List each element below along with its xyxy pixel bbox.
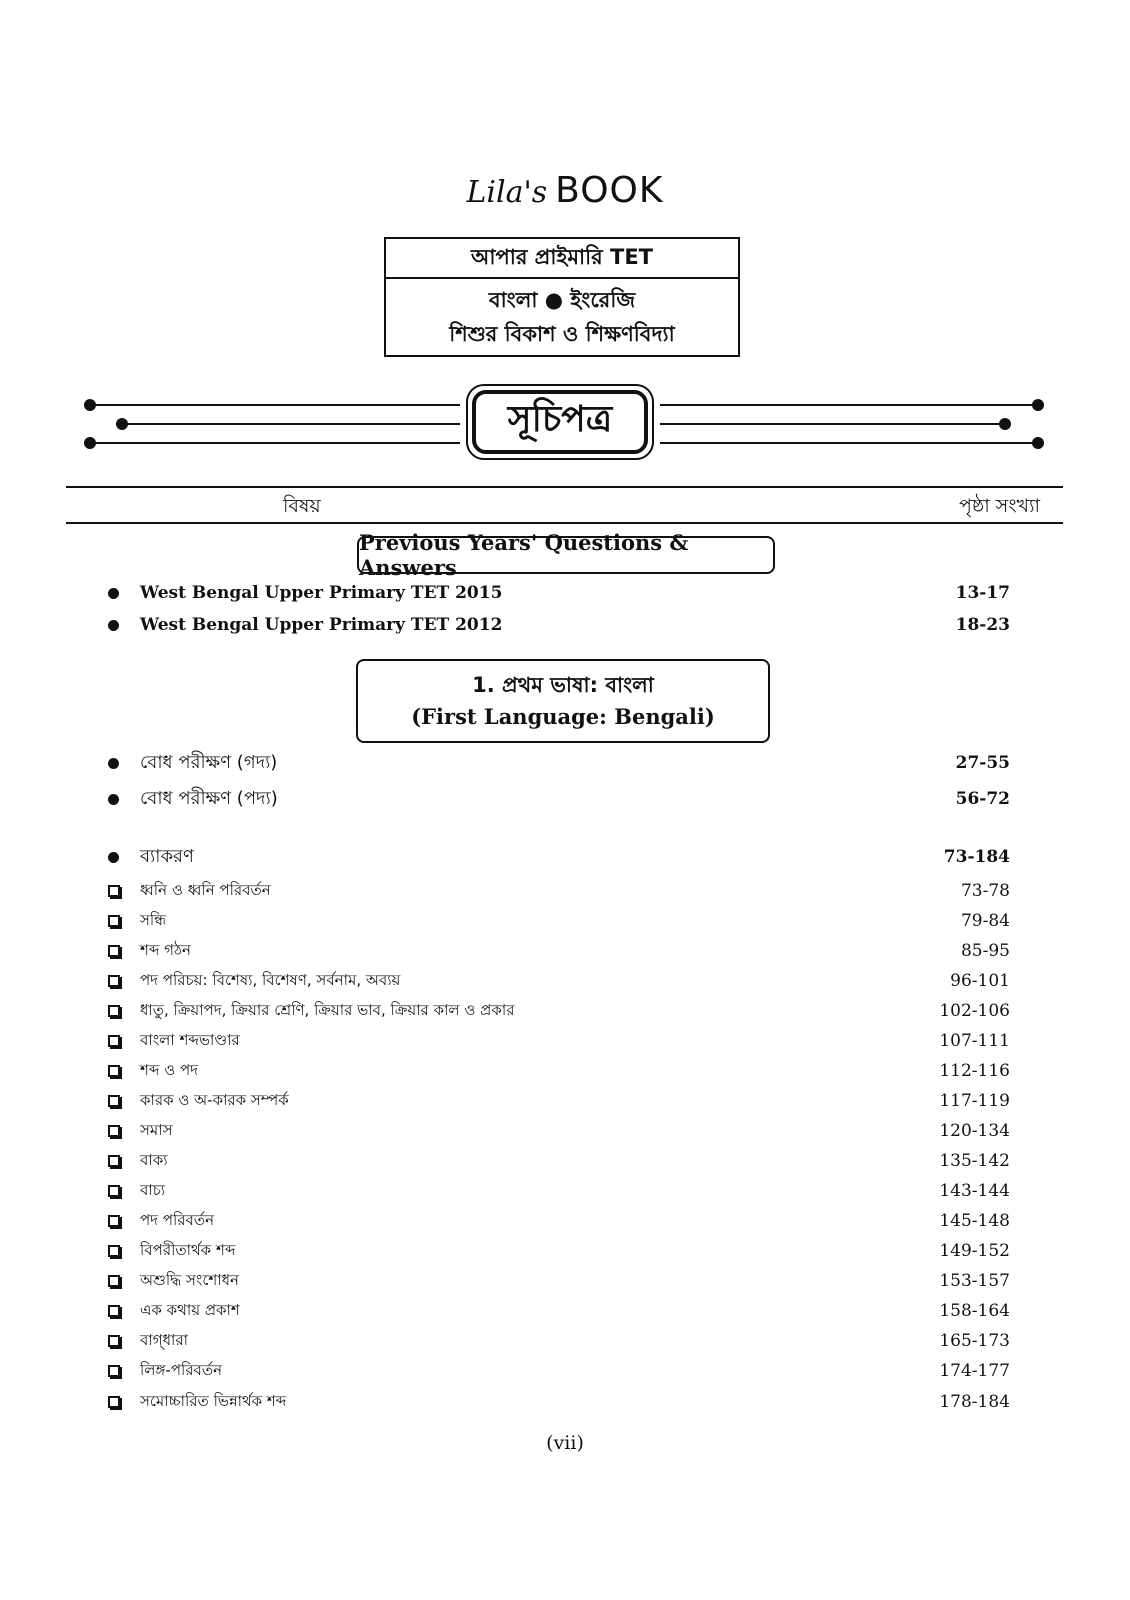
list-item[interactable]	[108, 1358, 1010, 1384]
brand-logo	[0, 170, 1130, 211]
item-pages: 165-173	[939, 1331, 1010, 1351]
checkbox-icon	[108, 1155, 120, 1167]
section-title-bn: 1. প্রথম ভাষা: বাংলা	[472, 673, 654, 697]
item-pages: 73-184	[943, 847, 1010, 867]
list-item[interactable]	[108, 749, 1010, 777]
item-label: বাক্য	[140, 1150, 168, 1169]
section-title-en: (First Language: Bengali)	[411, 704, 715, 729]
item-label: এক কথায় প্রকাশ	[140, 1300, 240, 1319]
item-label: শব্দ গঠন	[140, 940, 191, 959]
item-label: বিপরীতার্থক শব্দ	[140, 1240, 236, 1259]
list-item[interactable]	[108, 1268, 1010, 1294]
item-label: সমাস	[140, 1120, 173, 1139]
item-label: সমোচ্চারিত ভিন্নার্থক শব্দ	[140, 1391, 287, 1410]
checkbox-icon	[108, 1215, 120, 1227]
title-subjects	[386, 279, 738, 351]
item-label: শব্দ ও পদ	[140, 1060, 199, 1079]
checkbox-icon	[108, 1065, 120, 1077]
checkbox-icon	[108, 1035, 120, 1047]
item-label: পদ পরিবর্তন	[140, 1210, 215, 1229]
item-pages: 120-134	[939, 1121, 1010, 1141]
checkbox-icon	[108, 1275, 120, 1287]
item-pages: 158-164	[939, 1301, 1010, 1321]
item-label: বাচ্য	[140, 1180, 166, 1199]
bullet-icon	[108, 620, 119, 631]
item-pages: 18-23	[955, 615, 1010, 635]
item-label: ধ্বনি ও ধ্বনি পরিবর্তন	[140, 880, 271, 899]
contents-heading: সূচিপত্র	[472, 390, 648, 454]
checkbox-icon	[108, 1396, 120, 1408]
checkbox-icon	[108, 1245, 120, 1257]
item-label: West Bengal Upper Primary TET 2015	[140, 583, 503, 603]
checkbox-icon	[108, 885, 120, 897]
item-pages: 143-144	[939, 1181, 1010, 1201]
item-pages: 73-78	[960, 881, 1010, 901]
item-label: পদ পরিচয়: বিশেষ্য, বিশেষণ, সর্বনাম, অব্যয়	[140, 970, 401, 989]
list-item[interactable]	[108, 1028, 1010, 1054]
list-item[interactable]	[108, 1178, 1010, 1204]
list-item[interactable]	[108, 1389, 1010, 1415]
list-item[interactable]	[108, 998, 1010, 1024]
list-item[interactable]	[108, 1328, 1010, 1354]
checkbox-icon	[108, 1185, 120, 1197]
list-item[interactable]	[108, 1148, 1010, 1174]
title-line-1: বাংলা ● ইংরেজি	[488, 288, 636, 312]
list-item[interactable]	[108, 968, 1010, 994]
list-item[interactable]	[108, 1208, 1010, 1234]
bullet-icon	[108, 758, 119, 769]
title-box	[384, 237, 740, 357]
item-pages: 178-184	[939, 1392, 1010, 1412]
list-item[interactable]	[108, 1298, 1010, 1324]
title-top: আপার প্রাইমারি TET	[386, 239, 738, 279]
item-label: বোধ পরীক্ষণ (পদ্য)	[140, 787, 278, 809]
checkbox-icon	[108, 975, 120, 987]
item-pages: 85-95	[960, 941, 1010, 961]
section-title-language	[356, 659, 770, 743]
checkbox-icon	[108, 1125, 120, 1137]
item-pages: 174-177	[939, 1361, 1010, 1381]
item-label: বোধ পরীক্ষণ (গদ্য)	[140, 751, 278, 773]
item-label: বাংলা শব্দভাণ্ডার	[140, 1030, 240, 1049]
item-pages: 145-148	[939, 1211, 1010, 1231]
checkbox-icon	[108, 1005, 120, 1017]
item-label: বাগ্‌ধারা	[140, 1330, 188, 1349]
checkbox-icon	[108, 945, 120, 957]
item-label: সন্ধি	[140, 910, 167, 929]
item-pages: 56-72	[955, 789, 1010, 809]
list-item[interactable]	[108, 878, 1010, 904]
title-line-2: শিশুর বিকাশ ও শিক্ষণবিদ্যা	[449, 322, 675, 346]
checkbox-icon	[108, 915, 120, 927]
contents-badge	[466, 384, 654, 460]
list-item[interactable]	[108, 1118, 1010, 1144]
checkbox-icon	[108, 1095, 120, 1107]
brand-book: BOOK	[555, 170, 664, 211]
list-item[interactable]	[108, 612, 1010, 638]
item-label: ব্যাকরণ	[140, 845, 194, 867]
item-pages: 135-142	[939, 1151, 1010, 1171]
checkbox-icon	[108, 1335, 120, 1347]
list-item[interactable]	[108, 1058, 1010, 1084]
item-pages: 149-152	[939, 1241, 1010, 1261]
item-pages: 102-106	[939, 1001, 1010, 1021]
item-pages: 96-101	[950, 971, 1010, 991]
list-item[interactable]	[108, 1088, 1010, 1114]
list-item[interactable]	[108, 908, 1010, 934]
item-pages: 112-116	[939, 1061, 1010, 1081]
item-label: লিঙ্গ-পরিবর্তন	[140, 1360, 223, 1379]
list-item[interactable]	[108, 785, 1010, 813]
item-pages: 117-119	[939, 1091, 1010, 1111]
item-pages: 153-157	[939, 1271, 1010, 1291]
bullet-icon	[108, 794, 119, 805]
bullet-icon	[108, 852, 119, 863]
brand-script: Lila's	[466, 175, 548, 210]
item-pages: 13-17	[955, 583, 1010, 603]
checkbox-icon	[108, 1305, 120, 1317]
column-subject: বিষয়	[283, 495, 321, 517]
page-number: (vii)	[546, 1432, 584, 1454]
item-label: অশুদ্ধি সংশোধন	[140, 1270, 239, 1289]
header-rule-top	[66, 486, 1063, 488]
column-page-number: পৃষ্ঠা সংখ্যা	[958, 495, 1040, 517]
item-pages: 79-84	[960, 911, 1010, 931]
list-item[interactable]	[108, 938, 1010, 964]
item-label: West Bengal Upper Primary TET 2012	[140, 615, 503, 635]
list-item[interactable]	[108, 843, 1010, 871]
item-label: ধাতু, ক্রিয়াপদ, ক্রিয়ার শ্রেণি, ক্রিয়ার ভাব, ক্রিয়ার কাল ও প্রকার	[140, 1000, 515, 1019]
list-item[interactable]	[108, 1238, 1010, 1264]
item-label: কারক ও অ-কারক সম্পর্ক	[140, 1090, 289, 1109]
bullet-icon	[108, 588, 119, 599]
list-item[interactable]	[108, 580, 1010, 606]
item-pages: 107-111	[939, 1031, 1010, 1051]
header-rule-bottom	[66, 522, 1063, 524]
item-pages: 27-55	[955, 753, 1010, 773]
checkbox-icon	[108, 1365, 120, 1377]
section-title-pyq: Previous Years' Questions & Answers	[357, 536, 775, 574]
